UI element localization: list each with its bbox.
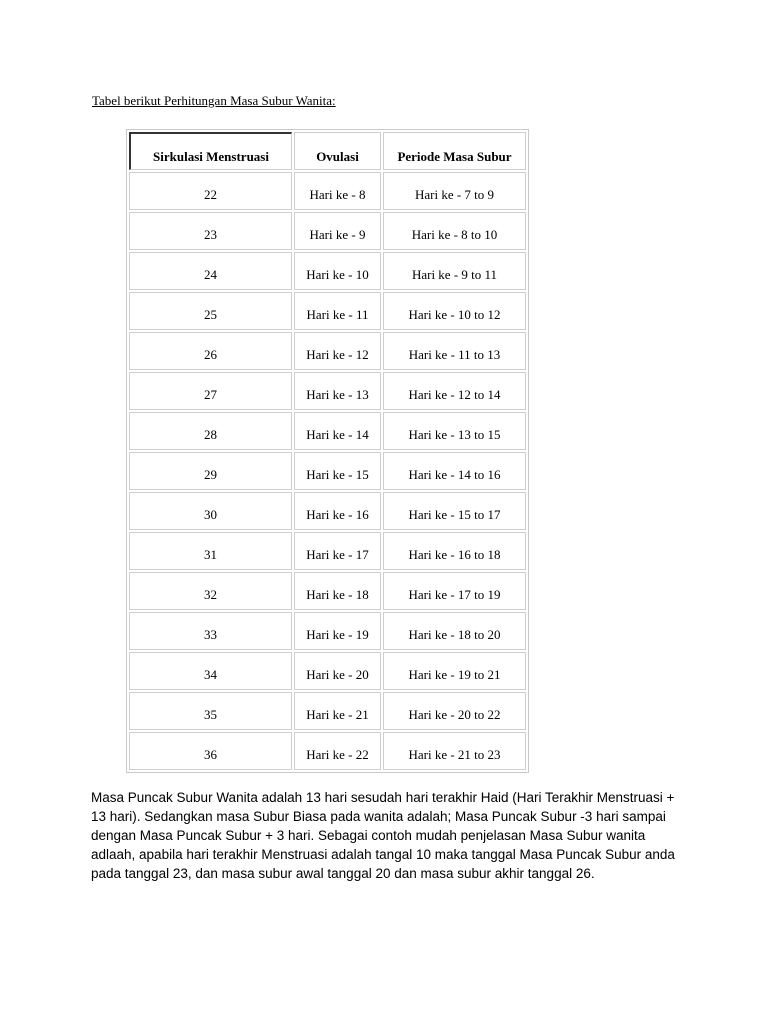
cell-fertile-period: Hari ke - 14 to 16 [383,452,526,490]
table-row [129,732,526,770]
table-row [129,372,526,410]
cell-fertile-period: Hari ke - 13 to 15 [383,412,526,450]
table-caption: Tabel berikut Perhitungan Masa Subur Wanita: [92,93,336,108]
cell-fertile-period: Hari ke - 16 to 18 [383,532,526,570]
table-row [129,252,526,290]
cell-ovulation: Hari ke - 15 [294,452,381,490]
cell-fertile-period: Hari ke - 10 to 12 [383,292,526,330]
cell-ovulation: Hari ke - 22 [294,732,381,770]
cell-fertile-period: Hari ke - 8 to 10 [383,212,526,250]
table-row [129,452,526,490]
header-fertile-period: Periode Masa Subur [383,132,526,170]
cell-ovulation: Hari ke - 16 [294,492,381,530]
cell-cycle: 30 [129,492,292,530]
cell-ovulation: Hari ke - 9 [294,212,381,250]
cell-ovulation: Hari ke - 12 [294,332,381,370]
cell-fertile-period: Hari ke - 7 to 9 [383,172,526,210]
table-row [129,332,526,370]
cell-ovulation: Hari ke - 10 [294,252,381,290]
cell-ovulation: Hari ke - 13 [294,372,381,410]
cell-cycle: 28 [129,412,292,450]
fertility-table [126,129,529,773]
cell-fertile-period: Hari ke - 12 to 14 [383,372,526,410]
cell-fertile-period: Hari ke - 21 to 23 [383,732,526,770]
cell-cycle: 33 [129,612,292,650]
header-ovulation: Ovulasi [294,132,381,170]
cell-fertile-period: Hari ke - 20 to 22 [383,692,526,730]
cell-ovulation: Hari ke - 18 [294,572,381,610]
table-row [129,692,526,730]
header-cycle: Sirkulasi Menstruasi [129,132,292,170]
table-row [129,412,526,450]
cell-cycle: 32 [129,572,292,610]
cell-cycle: 36 [129,732,292,770]
cell-fertile-period: Hari ke - 17 to 19 [383,572,526,610]
cell-cycle: 26 [129,332,292,370]
cell-cycle: 23 [129,212,292,250]
table-row [129,212,526,250]
table-row [129,172,526,210]
cell-ovulation: Hari ke - 17 [294,532,381,570]
cell-ovulation: Hari ke - 8 [294,172,381,210]
cell-ovulation: Hari ke - 20 [294,652,381,690]
cell-cycle: 34 [129,652,292,690]
table-row [129,612,526,650]
cell-ovulation: Hari ke - 14 [294,412,381,450]
table-row [129,532,526,570]
cell-cycle: 24 [129,252,292,290]
cell-cycle: 22 [129,172,292,210]
table-row [129,652,526,690]
cell-ovulation: Hari ke - 11 [294,292,381,330]
cell-fertile-period: Hari ke - 15 to 17 [383,492,526,530]
cell-cycle: 25 [129,292,292,330]
cell-ovulation: Hari ke - 21 [294,692,381,730]
table-row [129,292,526,330]
cell-cycle: 29 [129,452,292,490]
cell-fertile-period: Hari ke - 11 to 13 [383,332,526,370]
explanation-paragraph: Masa Puncak Subur Wanita adalah 13 hari sesudah hari terakhir Haid (Hari Terakhir Menstruasi + 13 hari). Sedangkan masa Subur Biasa pada wanita adalah; Masa Puncak Subur -3 hari sampai dengan Masa Puncak Subur + 3 hari. Sebagai contoh mudah penjelasan Masa Subur wanita adlaah, apabila hari terakhir Menstruasi adalah tangal 10 maka tanggal Masa Puncak Subur anda pada tanggal 23, dan masa subur awal tanggal 20 dan masa subur akhir tanggal 26. [91,790,675,881]
cell-fertile-period: Hari ke - 18 to 20 [383,612,526,650]
cell-cycle: 31 [129,532,292,570]
table-row [129,492,526,530]
cell-fertile-period: Hari ke - 19 to 21 [383,652,526,690]
cell-cycle: 27 [129,372,292,410]
cell-ovulation: Hari ke - 19 [294,612,381,650]
cell-cycle: 35 [129,692,292,730]
table-header-row [129,132,526,170]
table-row [129,572,526,610]
cell-fertile-period: Hari ke - 9 to 11 [383,252,526,290]
